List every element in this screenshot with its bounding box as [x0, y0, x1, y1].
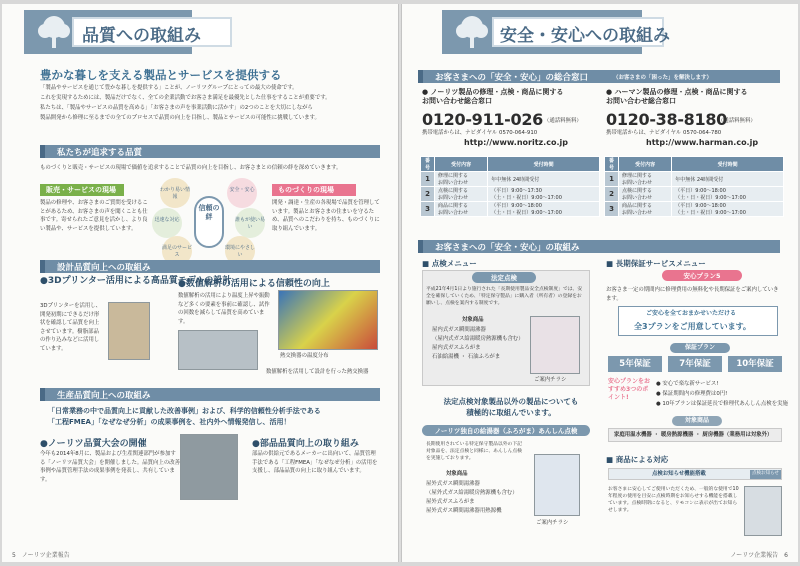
tree-icon: [34, 14, 74, 50]
legal-inspection-badge: 法定点検: [472, 272, 536, 283]
photo-caption: 熱交換器の温度分布: [280, 353, 329, 359]
quote-line: 「工程FMEA」「なぜなぜ分析」の成果事例を、社内外へ情報発信し、活用！: [48, 418, 291, 426]
target-products: 家庭用温水機器 ・ 暖房熱源機器 ・ 厨房機器（業務用は対象外）: [614, 432, 773, 438]
section-bar-efforts: お客さまへの「安全・安心」の取組み: [418, 240, 780, 253]
notice-badge: 点検お知らせ: [750, 470, 781, 479]
table-row: 3 商品に関する お問い合わせ （平日）9:00〜18:00 （土・日・祝日）9:00〜17:00: [421, 202, 600, 217]
circle-item: わかり易い情報: [160, 178, 190, 208]
target-item: （屋外式ガス給湯暖房熱源機も含む）: [426, 490, 518, 496]
table-row: 3 商品に関する お問い合わせ （平日）9:00〜18:00 （土・日・祝日）9:00〜17:00: [605, 202, 784, 217]
noritz-hours-table: 番号 受付内容 受付時間 1 修理に関する お問い合わせ 年中無休 24時間受付 2 点検に関する お問い合わせ （平日）9:00〜17:30 （土・日・祝日）9:00〜17:00 3 商品に関する お問い合わせ （平日）9:00〜18:00 （土・日・祝日）9:00〜17:00: [420, 156, 600, 217]
sales-field-label: 販売・サービスの現場: [40, 184, 124, 196]
circle-item: 満足のサービス: [162, 236, 192, 266]
sub-numerical-body: 数値解析の活用により温度上昇や振動など多くの要素を事前に確認し、試作の回数を減らして品質を高めています。: [178, 293, 270, 325]
3d-model-photo: [108, 302, 150, 360]
remote-image: [744, 486, 782, 536]
sub-quality-meeting: ●ノーリツ品質大会の開催: [40, 439, 147, 449]
heat-exchanger-photo: [178, 330, 258, 370]
table-row: 1 修理に関する お問い合わせ 年中無休 24時間受付: [421, 172, 600, 187]
plan-label: 保証プラン: [670, 343, 730, 353]
page-number: ノーリツ企業報告 6: [730, 552, 788, 559]
plan-10-year[interactable]: 10年保証: [728, 356, 782, 372]
sub-quality-meeting-body: 今年も2014年8月に、製品および生産関連部門が参加する「ノーリツ品質大会」を開催しました。品質向上の改善事例や品質管理手法の成果事例を発表し、共有しています。: [40, 451, 180, 483]
notice-body: お客さまに安心してご使用いただくため、一般的な使用で10年程度の使用を目安に点検時期をお知らせする機能を搭載しています。点検時期になると、リモコンに表示が出てお知らせします。: [608, 487, 739, 513]
circle-item: 環境にやさしい: [225, 236, 255, 266]
flyer-image: [534, 454, 580, 516]
product-response-heading: ■ 商品による対応: [606, 455, 669, 464]
point-item: ● 10年プランは保証延長で修理代あんしん点検を実施: [656, 401, 788, 407]
intro-line: 製品開発から修理に至るまでの全てのプロセスで品質の向上を目指し、製品とサービスの可能性に挑戦しています。: [40, 115, 320, 121]
circle-item: 迅速な対応: [152, 208, 182, 238]
target-item: 屋外式ガス瞬間湯沸器: [426, 481, 480, 487]
right-page: 安全・安心への取組み お客さまへの「安全・安心」の総合窓口 （お客さまの「困った」を解決します） ● ノーリツ製品の修理・点検・商品に関する お問い合わせ総合窓口 0120-911-026 （通話料無料） 携帯電話からは、ナビダイヤル 0570-064-910 http://www.noritz.co.jp 番号 受付内容 受付時間 1 修理に関する お問い合わせ 年中無休 24時間受付 2 点検に関する お問い合わせ （平日）9:00〜17:30 （土・日・祝日）9:00〜17:00 3 商品に関する お問い合わせ （平日）9:00〜18:00 （土・日・祝日）9:00〜17:00 ● ハーマン製品の修理・点検・商品に関する お問い合わせ総合窓口 0120-38-8180 （通話料無料） 携帯電話からは、ナビダイヤル 0570-064-780 http://www.harman.co.jp 番号 受付内容 受付時間 1 修理に関する お問い合わせ 年中無休 24時間受付 2 点検に関する お問い合わせ （平日）9:00〜18:00 （土・日・祝日）9:00〜17:00 3 商品に関する お問い合わせ （平日）9:00〜18:00 （土・日・祝日）9:00〜17:00 お客さまへの「安全・安心」の取組み ■ 点検メニュー 法定点検 平成21年4月1日より施行された「長期使用製品安全点検制度」では、安全を確保していくため、「特定保守製品」に購入者（所有者）の登録をお願いし、点検を案内する制度です。 対象商品 屋内式ガス瞬間湯沸器 （屋内式ガス給湯暖房熱源機も含む） 屋内式ガスふろがま 石油給湯機 ・ 石油ふろがま ご案内チラシ 法定点検対象製品以外の製品についても 積極的に取組んでいます。 ノーリツ独自の給湯器（ふろがま）あんしん点検 長期使用されている特定保守製品以外の下記対象品を、法定点検と同様に、あんしん点検を実施しております。 対象商品 屋外式ガス瞬間湯沸器 （屋外式ガス給湯暖房熱源機も含む） 屋外式ガスふろがま 屋外式ガス瞬間湯沸器用熱源機 ご案内チラシ ■ 長期保証サービスメニュー 安心プラン5 お客さま一定の期間内に修理費用の無料化や長期保証をご案内していきます。 ご安心を全ておまかせいただける 全3プランをご用意しています。 保証プラン 5年保証 7年保証 10年保証 安心プランをおすすめ3つのポイント! ● 安心で楽な新サービス! ● 保証期間内の修理費は0円! ● 10年プランは保証延長で修理代あんしん点検を実施 対象商品 家庭用温水機器 ・ 暖房熱源機器 ・ 厨房機器（業務用は対象外） ■ 商品による対応 点検お知らせ機能搭載 点検お知らせ お客さまに安心してご使用いただくため、一般的な使用で10年程度の使用を目安に点検時期をお知らせする機能を搭載しています。点検時期になると、リモコンに表示が出てお知らせします。 ノーリツ企業報告 6: [402, 4, 798, 562]
section-bar-contact: お客さまへの「安全・安心」の総合窓口 （お客さまの「困った」を解決します）: [418, 70, 780, 83]
numerical-caption: 数値解析を活用して設計を行った熱交換器: [266, 369, 369, 375]
table-row: 2 点検に関する お問い合わせ （平日）9:00〜17:30 （土・日・祝日）9:00〜17:00: [421, 187, 600, 202]
left-page: [2, 4, 398, 562]
noritz-contact-heading: ● ノーリツ製品の修理・点検・商品に関する お問い合わせ総合窓口: [422, 88, 564, 105]
noritz-mobile: 携帯電話からは、ナビダイヤル 0570-064-910: [422, 130, 538, 136]
point-item: ● 安心で楽な新サービス!: [656, 381, 719, 387]
noritz-url[interactable]: http://www.noritz.co.jp: [464, 138, 568, 147]
trust-bond-label: 信頼の絆: [194, 196, 224, 248]
section-bar-production: 生産品質向上への取組み: [40, 388, 380, 401]
thermal-analysis-image: [278, 290, 378, 350]
table-row: 1 修理に関する お問い合わせ 年中無休 24時間受付: [605, 172, 784, 187]
section-bar-quality: 私たちが追求する品質: [40, 145, 380, 158]
lead-heading: 豊かな暮しを支える製品とサービスを提供する: [40, 68, 282, 82]
target-item: 屋外式ガス瞬間湯沸器用熱源機: [426, 508, 502, 514]
harman-url[interactable]: http://www.harman.co.jp: [646, 138, 759, 147]
points-heading: 安心プランをおすすめ3つのポイント!: [608, 378, 651, 401]
page-title: 品質への取組み: [82, 26, 201, 46]
anshin-plan-badge: 安心プラン5: [662, 270, 742, 281]
legal-inspection-body: 平成21年4月1日より施行された「長期使用製品安全点検制度」では、安全を確保していくため、「特定保守製品」に購入者（所有者）の登録をお願いし、点検を案内する制度です。: [426, 287, 583, 306]
quote-line: 「日常業務の中で品質向上に貢献した改善事例」および、科学的信頼性分析手法である: [48, 407, 321, 415]
sub-3d-printer: ●3Dプリンター活用による高品質モデルの設計: [40, 276, 232, 286]
target-label: 対象商品: [672, 416, 722, 426]
harman-mobile: 携帯電話からは、ナビダイヤル 0570-064-780: [606, 130, 722, 136]
volunteer-note: 法定点検対象製品以外の製品についても 積極的に取組んでいます。: [443, 397, 579, 417]
sub-3d-printer-body: 3Dプリンターを活用し、開発初期にできるだけ形状を確認して品質を向上させています。樹脂部品の作り込みなどに活用しています。: [40, 303, 102, 352]
anshin-inspection-badge: ノーリツ独自の給湯器（ふろがま）あんしん点検: [422, 425, 590, 436]
harman-tel[interactable]: 0120-38-8180: [606, 110, 728, 129]
noritz-tel[interactable]: 0120-911-026: [422, 110, 544, 129]
anshin-body: 長期使用されている特定保守製品以外の下記対象品を、法定点検と同様に、あんしん点検を実施しております。: [426, 442, 522, 461]
flyer-image: [530, 316, 580, 374]
intro-line: 私たちは、「製品やサービスの品質を高める」「お客さまの声を事業活動に活かす」の2つのことを大切にしながら: [40, 105, 313, 111]
page-title: 安全・安心への取組み: [500, 26, 670, 46]
target-item: 屋内式ガス瞬間湯沸器: [432, 327, 486, 333]
target-item: （屋内式ガス給湯暖房熱源機も含む）: [432, 336, 524, 342]
sub-parts-quality: ●部品品質向上の取り組み: [252, 439, 359, 449]
harman-contact-heading: ● ハーマン製品の修理・点検・商品に関する お問い合わせ総合窓口: [606, 88, 748, 105]
mfg-field-label: ものづくりの現場: [272, 184, 356, 196]
mfg-field-body: 開発・調達・生産の各現場で品質を管理しています。製品とお客さまの住まいを守るため、品質へのこだわりを持ち、ものづくりに取り組んでいます。: [272, 200, 380, 232]
inspection-menu-heading: ■ 点検メニュー: [422, 259, 477, 268]
right-header: [442, 10, 670, 54]
plan-7-year[interactable]: 7年保証: [668, 356, 722, 372]
page-number: 5 ノーリツ企業報告: [12, 552, 70, 559]
harman-hours-table: 番号 受付内容 受付時間 1 修理に関する お問い合わせ 年中無休 24時間受付 2 点検に関する お問い合わせ （平日）9:00〜18:00 （土・日・祝日）9:00〜17:00 3 商品に関する お問い合わせ （平日）9:00〜18:00 （土・日・祝日）9:00〜17:00: [604, 156, 784, 217]
target-item: 屋外式ガスふろがま: [426, 499, 475, 505]
circle-item: 安全・安心: [227, 178, 257, 208]
sales-field-body: 製品の修理や、お客さまのご質問を受けることがあるため、お客さまの声を聞くことも仕事です。寄せられたご意見を活かし、より良い製品や、サービスを提供しています。: [40, 200, 148, 232]
point-item: ● 保証期間内の修理費は0円!: [656, 391, 728, 397]
plan-5-year[interactable]: 5年保証: [608, 356, 662, 372]
intro-line: 「製品やサービスを通じて豊かな暮しを提供する」ことが、ノーリツグループにとっての最大の使命です。: [40, 85, 298, 91]
table-row: 2 点検に関する お問い合わせ （平日）9:00〜18:00 （土・日・祝日）9:00〜17:00: [605, 187, 784, 202]
notice-function: 点検お知らせ機能搭載: [652, 471, 706, 477]
left-header: [24, 10, 201, 54]
anshin-plan-body: お客さま一定の期間内に修理費用の無料化や長期保証をご案内していきます。: [606, 287, 779, 302]
circle-item: 誰もが使い易い: [235, 208, 265, 238]
intro-line: これを実現するためには、製品だけでなく、全ての企業活動でお客さま満足を最優先とした仕事をすることが重要です。: [40, 95, 331, 101]
section-body: ものづくりと販売・サービスの現場で価値を追求することで品質の向上を目指し、お客さまとの信頼の絆を深めていきます。: [40, 165, 342, 171]
section-bar-design: 設計品質向上への取組み: [40, 260, 380, 273]
meeting-photo: [180, 434, 238, 500]
guarantee-menu-heading: ■ 長期保証サービスメニュー: [606, 259, 706, 268]
sub-numerical: ●数値解析の活用による信頼性の向上: [178, 279, 330, 289]
tree-icon: [452, 14, 492, 50]
target-item: 屋内式ガスふろがま: [432, 345, 481, 351]
target-item: 石油給湯機 ・ 石油ふろがま: [432, 354, 501, 360]
sub-parts-quality-body: 部品の供給元であるメーカーに出向いて、品質管理手法である「工程FMEA」「なぜなぜ分析」の活用を支援し、部品品質の向上に取り組んでいます。: [252, 451, 378, 475]
